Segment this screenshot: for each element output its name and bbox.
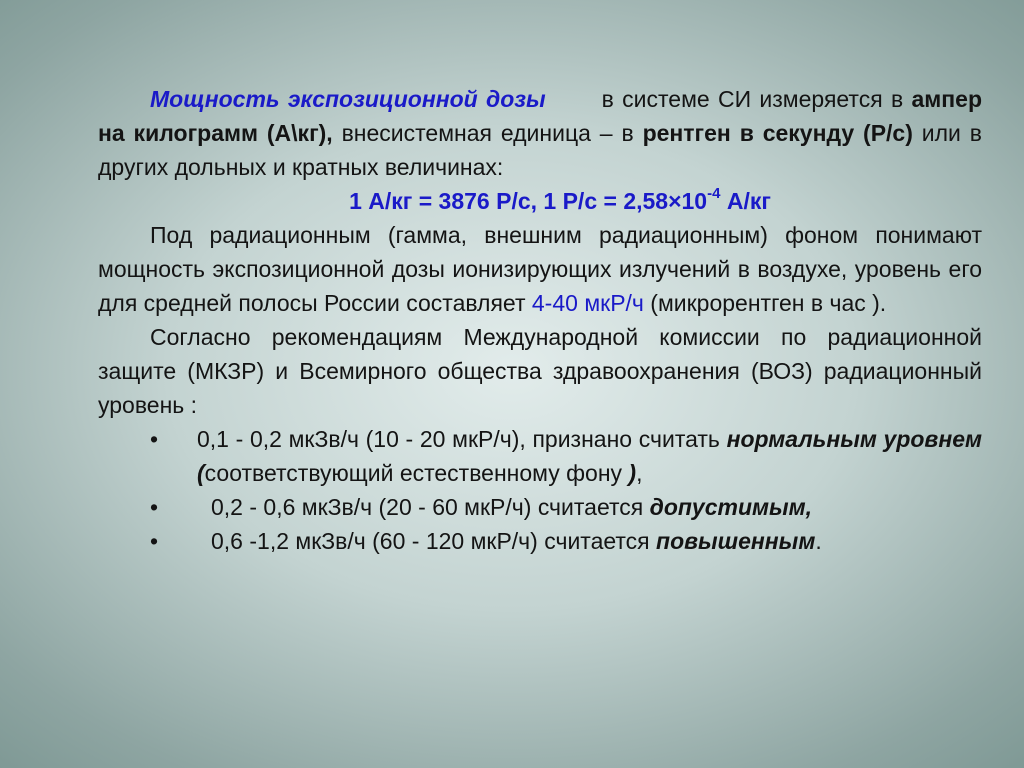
text-segment: . [815, 528, 822, 554]
si-unit-text: ампер на килограмм (А\кг), [98, 86, 983, 146]
text-segment: 0,2 - 0,6 мкЗв/ч (20 - 60 мкР/ч) считается [211, 494, 650, 520]
text-segment: Согласно рекомендациям Международной комиссии по радиационной защите (МКЗР) и Всемирного общества здравоохранения (ВОЗ) радиационный уровень : [98, 324, 982, 418]
bullet-marker: • [150, 426, 159, 452]
emphasis-normal-level: нормальным уровнем ( [197, 426, 983, 486]
list-item-text [203, 490, 982, 524]
paragraph-exposure-dose-units [98, 82, 982, 184]
list-item [98, 422, 982, 490]
list-item-text [197, 422, 982, 490]
text-segment: или в других дольных и кратных величинах: [98, 120, 982, 180]
paragraph-recommendations [98, 320, 982, 422]
text-segment: 0,6 -1,2 мкЗв/ч (60 - 120 мкР/ч) считается [211, 528, 657, 554]
emphasis-elevated: повышенным [656, 528, 816, 554]
conversion-formula [98, 184, 982, 218]
list-item-text [203, 524, 982, 558]
closing-paren: ) [628, 460, 637, 486]
background-range-value: 4-40 мкР/ч [531, 290, 644, 316]
off-system-unit-text: рентген в секунду (Р/с) [642, 120, 913, 146]
text-segment: в системе СИ измеряется в [601, 86, 912, 112]
bullet-marker: • [150, 528, 159, 554]
formula-exponent: -4 [707, 185, 721, 203]
text-segment: Под радиационным (гамма, внешним радиационным) фоном понимают мощность экспозиционной дозы ионизирующих излучений в воздухе, уровень его для средней полосы России составляет [98, 222, 982, 316]
text-segment: , [636, 460, 643, 486]
bullet-marker: • [150, 494, 159, 520]
text-segment: (микрорентген в час ). [643, 290, 887, 316]
term-exposure-dose-rate: Мощность экспозиционной дозы [150, 86, 546, 112]
text-segment: соответствующий естественному фону [204, 460, 629, 486]
formula-main: 1 А/кг = 3876 Р/с, 1 Р/с = 2,58×10 [349, 188, 708, 214]
list-item [98, 524, 982, 558]
text-segment: внесистемная единица – в [332, 120, 643, 146]
slide-content [98, 82, 982, 558]
list-item [98, 490, 982, 524]
text-segment: 0,1 - 0,2 мкЗв/ч (10 - 20 мкР/ч), признано считать [197, 426, 727, 452]
emphasis-acceptable: допустимым, [649, 494, 813, 520]
paragraph-background-radiation [98, 218, 982, 320]
formula-unit: А/кг [720, 188, 771, 214]
